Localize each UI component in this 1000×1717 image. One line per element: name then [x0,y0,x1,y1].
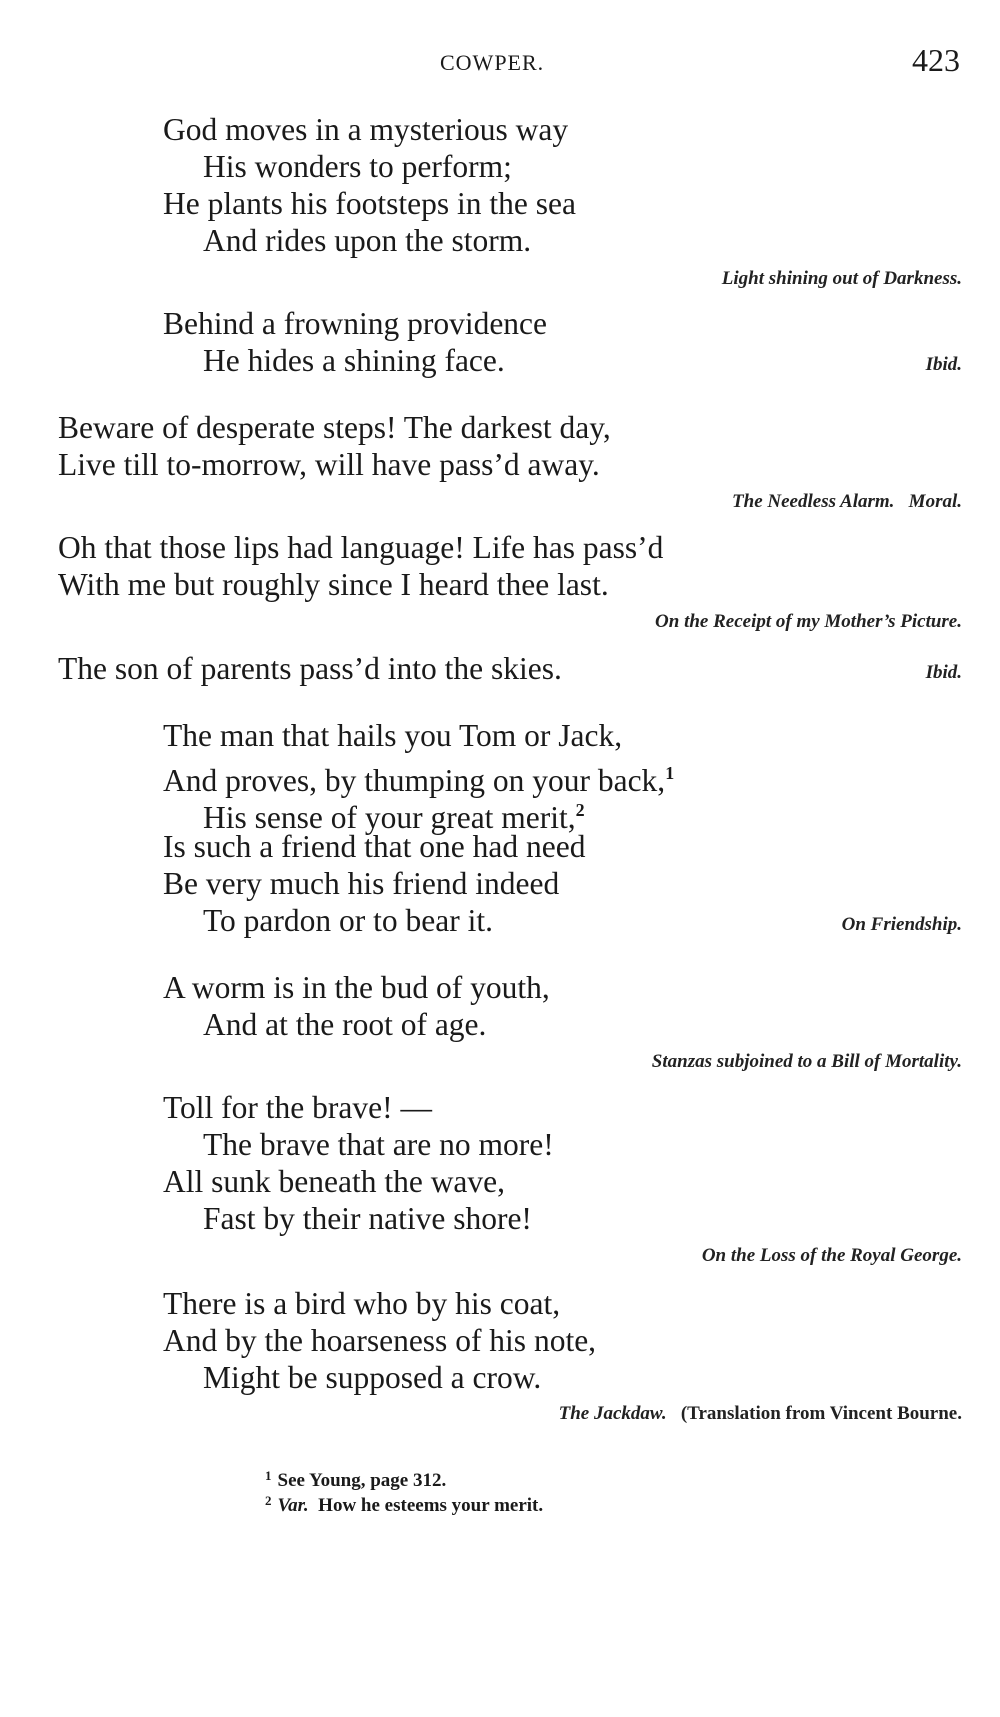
verse-line: To pardon or to bear it. [203,903,493,938]
verse-line: There is a bird who by his coat, [163,1286,561,1321]
footnote [265,1489,543,1518]
verse-line: Behind a frowning providence [163,306,548,341]
verse-text: His sense of your great merit, [203,800,576,835]
source-citation: On the Loss of the Royal George. [701,1245,962,1266]
source-citation: Ibid. [925,662,962,683]
page-header [0,42,1000,82]
source-note: (Translation from Vincent Bourne. [680,1403,962,1424]
footnote-mark: 2 [265,1493,272,1508]
footnote-label: Var. [277,1495,309,1516]
verse-line: A worm is in the bud of youth, [163,970,550,1005]
verse-line: The son of parents pass’d into the skies. [58,651,562,686]
source-citation: Light shining out of Darkness. [721,268,962,289]
footnote-ref: 2 [575,800,585,820]
verse-line: Is such a friend that one had need [163,829,586,864]
source-title: The Needless Alarm. [732,491,895,512]
verse-line: The brave that are no more! [203,1127,554,1162]
verse-line: And rides upon the storm. [203,223,532,258]
source-citation [559,1402,962,1426]
verse-line: He plants his footsteps in the sea [163,186,576,221]
footnote-text: How he esteems your merit. [318,1495,544,1516]
verse-line: His wonders to perform; [203,149,512,184]
verse-line: Toll for the brave! — [163,1090,432,1125]
source-citation: On Friendship. [841,914,962,935]
page-number: 423 [912,42,960,78]
verse-line: He hides a shining face. [203,343,505,378]
footnote-mark: 1 [265,1468,272,1483]
verse-line: All sunk beneath the wave, [163,1164,506,1199]
verse-line: With me but roughly since I heard thee last. [58,567,609,602]
running-head: COWPER. [440,50,545,75]
verse-text: And proves, by thumping on your back, [163,763,666,798]
source-citation [732,490,962,514]
source-citation: Ibid. [925,354,962,375]
verse-line: Beware of desperate steps! The darkest day, [58,410,611,445]
verse-line: And by the hoarseness of his note, [163,1323,597,1358]
verse-line: God moves in a mysterious way [163,112,569,147]
verse-line: The man that hails you Tom or Jack, [163,718,623,753]
source-citation: Stanzas subjoined to a Bill of Mortality. [651,1051,962,1072]
verse-line: Live till to-morrow, will have pass’d away. [58,447,600,482]
verse-line: And at the root of age. [203,1007,487,1042]
verse-line: Oh that those lips had language! Life has pass’d [58,530,664,565]
footnote-text: See Young, page 312. [277,1470,447,1491]
source-title: The Jackdaw. [558,1403,667,1424]
verse-line: Be very much his friend indeed [163,866,560,901]
verse-line: Fast by their native shore! [203,1201,532,1236]
source-section: Moral. [908,491,962,512]
footnote-ref: 1 [665,763,675,783]
source-citation: On the Receipt of my Mother’s Picture. [655,611,962,632]
verse-line: Might be supposed a crow. [203,1360,542,1395]
